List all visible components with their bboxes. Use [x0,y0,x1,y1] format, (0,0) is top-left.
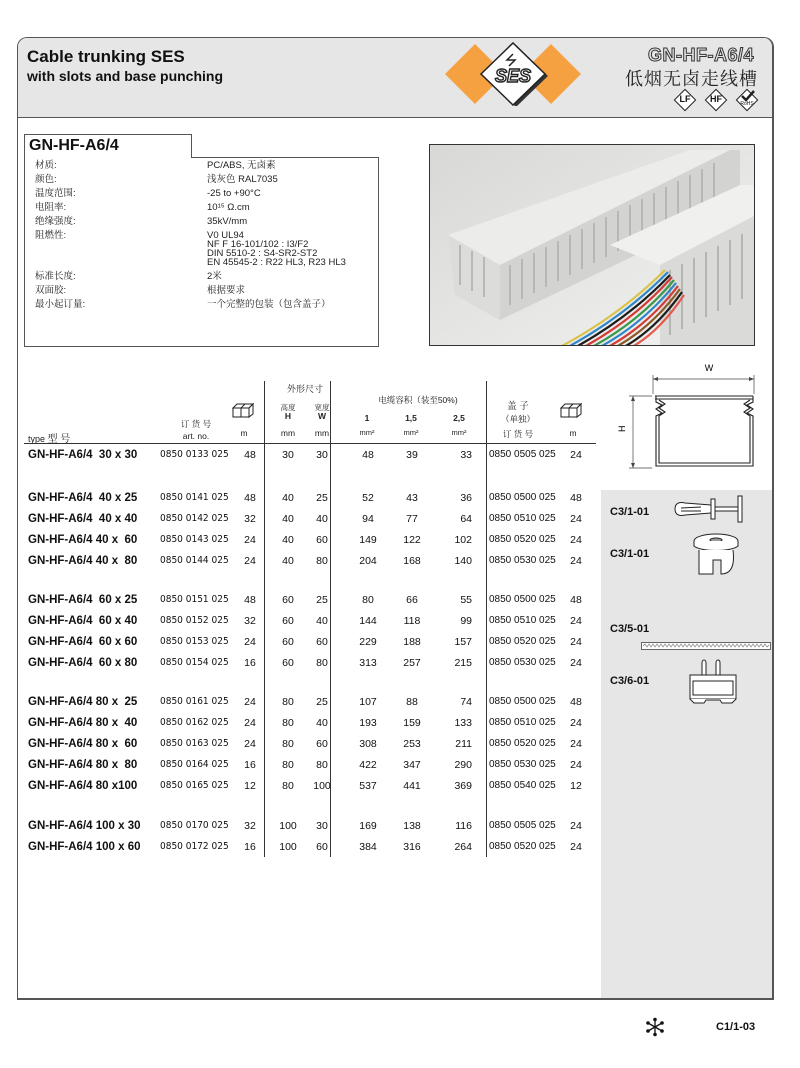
table-row: GN-HF-A6/4 30 x 30 0850 0133 025 48 30 30 48 39 33 0850 0505 025 24 [28,449,582,461]
col-header-cover-pack-unit: m [569,428,577,438]
accessory-code: C3/1-01 [610,548,650,560]
spec-box [24,157,379,347]
table-row: GN-HF-A6/4 80 x 25 0850 0161 025 24 80 25 107 88 74 0850 0500 025 48 [28,696,582,708]
table-row: GN-HF-A6/4 60 x 40 0850 0152 025 32 60 40 144 118 99 0850 0510 025 24 [28,615,582,627]
table-row: GN-HF-A6/4 100 x 60 0850 0172 025 16 100 60 384 316 264 0850 0520 025 24 [28,841,582,853]
col-header-width-unit: mm [314,428,330,438]
spec-value-resistivity: 10¹⁵ Ω.cm [207,202,250,213]
page-number: C1/1-03 [716,1021,756,1033]
spec-title-tab [24,134,192,158]
certification-badges [674,89,758,111]
spec-title: GN-HF-A6/4 [29,137,119,154]
spec-label-length: 标准长度: [35,271,76,282]
svg-text:W: W [704,363,714,373]
table-row: GN-HF-A6/4 80 x100 0850 0165 025 12 80 100 537 441 369 0850 0540 025 12 [28,780,582,792]
col-header-cap-1: 1 [364,413,370,423]
table-row: GN-HF-A6/4 100 x 30 0850 0170 025 32 100 30 169 138 116 0850 0505 025 24 [28,820,582,832]
table-row: GN-HF-A6/4 60 x 80 0850 0154 025 16 60 80 313 257 215 0850 0530 025 24 [28,657,582,669]
snowflake-icon [645,1017,665,1037]
spec-value-moq: 一个完整的包装（包含盖子） [207,299,331,310]
col-header-cap-25: 2,5 [453,413,465,423]
col-header-type: type 型 号 [28,434,71,445]
push-rivet-icon [671,494,751,524]
product-name-cn: 低烟无卤走线槽 [625,69,758,89]
svg-text:SES: SES [494,66,532,86]
rohs-check-badge-icon: RoHS [736,89,758,111]
spec-label-moq: 最小起订量: [35,299,86,310]
accessory-code: C3/5-01 [610,623,650,635]
spec-value-dielectric: 35kV/mm [207,216,248,227]
table-row: GN-HF-A6/4 60 x 25 0850 0151 025 48 60 25 80 66 55 0850 0500 025 48 [28,594,582,606]
spec-value-flammability-2: NF F 16-101/102 : I3/F2 [207,239,309,250]
table-row: GN-HF-A6/4 80 x 40 0850 0162 025 24 80 40 193 159 133 0850 0510 025 24 [28,717,582,729]
spec-value-flammability-3: DIN 5510-2 : S4-SR2-ST2 [207,248,318,259]
col-header-order-cn: 订 货 号 [180,419,212,429]
spec-label-resistivity: 电阻率: [35,202,67,213]
ses-logo-icon [443,42,583,106]
product-code: GN-HF-A6/4 [647,45,754,65]
col-header-cap-unit-1: mm² [359,428,375,437]
table-row: GN-HF-A6/4 60 x 60 0850 0153 025 24 60 60 229 188 157 0850 0520 025 24 [28,636,582,648]
col-header-dimensions: 外形尺寸 [286,384,323,394]
col-header-cap-15: 1,5 [405,413,417,423]
spec-value-adhesive: 根据要求 [207,285,246,296]
page-subtitle: with slots and base punching [27,68,224,84]
spec-label-dielectric: 绝缘强度: [35,216,76,227]
spec-value-flammability-1: V0 UL94 [207,230,244,241]
spec-label-temperature: 温度范围: [35,188,76,199]
spec-value-material: PC/ABS, 无卤素 [207,160,276,171]
page-title: Cable trunking SES [27,47,185,66]
col-header-cap-unit-25: mm² [451,428,467,437]
col-header-order-en: art. no. [182,431,210,441]
col-header-height-cn: 高度 [280,403,296,412]
accessory-code: C3/1-01 [610,506,650,518]
package-box-icon [232,402,254,418]
col-header-cover: 盖 子 [507,401,529,412]
table-row: GN-HF-A6/4 40 x 40 0850 0142 025 32 40 40 94 77 64 0850 0510 025 24 [28,513,582,525]
col-header-cover-separate: （单独） [500,414,535,424]
table-row: GN-HF-A6/4 40 x 60 0850 0143 025 24 40 60 149 122 102 0850 0520 025 24 [28,534,582,546]
spec-label-adhesive: 双面胶: [35,285,67,296]
table-row: GN-HF-A6/4 80 x 60 0850 0163 025 24 80 60 308 253 211 0850 0520 025 24 [28,738,582,750]
table-row: GN-HF-A6/4 80 x 80 0850 0164 025 16 80 80 422 347 290 0850 0530 025 24 [28,759,582,771]
accessory-code: C3/6-01 [610,675,650,687]
col-header-cover-order: 订 货 号 [502,429,534,439]
col-header-width-sym: W [317,411,327,421]
col-header-width-cn: 宽度 [314,403,330,412]
spec-value-color: 浅灰色 RAL7035 [207,174,278,185]
header [18,38,772,118]
spec-value-temperature: -25 to +90°C [207,188,261,199]
cover-package-box-icon [560,402,582,418]
page-frame [17,37,774,1000]
cable-clip-icon [691,532,741,578]
trunking-cross-section-icon [602,358,772,483]
col-header-cap-unit-15: mm² [403,428,419,437]
col-header-height-unit: mm [280,428,296,438]
col-header-capacity: 电缆容积（装至50%) [378,395,458,405]
spec-label-flammability: 阻燃性: [35,230,67,241]
spec-label-material: 材质: [35,160,57,171]
table-header-divider [24,443,596,444]
table-row: GN-HF-A6/4 40 x 80 0850 0144 025 24 40 80 204 168 140 0850 0530 025 24 [28,555,582,567]
spec-value-length: 2米 [207,271,222,282]
accessories-panel [601,490,773,1000]
spec-label-color: 颜色: [35,174,57,185]
product-photo [429,144,755,346]
partition-bracket-icon [686,657,740,707]
hf-badge-icon: HF [705,89,727,111]
col-header-pack-unit: m [240,428,248,438]
lf-badge-icon: LF [674,89,696,111]
separator-strip-icon [641,641,771,651]
col-header-height-sym: H [284,411,292,421]
table-row: GN-HF-A6/4 40 x 25 0850 0141 025 48 40 25 52 43 36 0850 0500 025 48 [28,492,582,504]
svg-text:H: H [617,425,627,432]
spec-value-flammability-4: EN 45545-2 : R22 HL3, R23 HL3 [207,257,346,268]
